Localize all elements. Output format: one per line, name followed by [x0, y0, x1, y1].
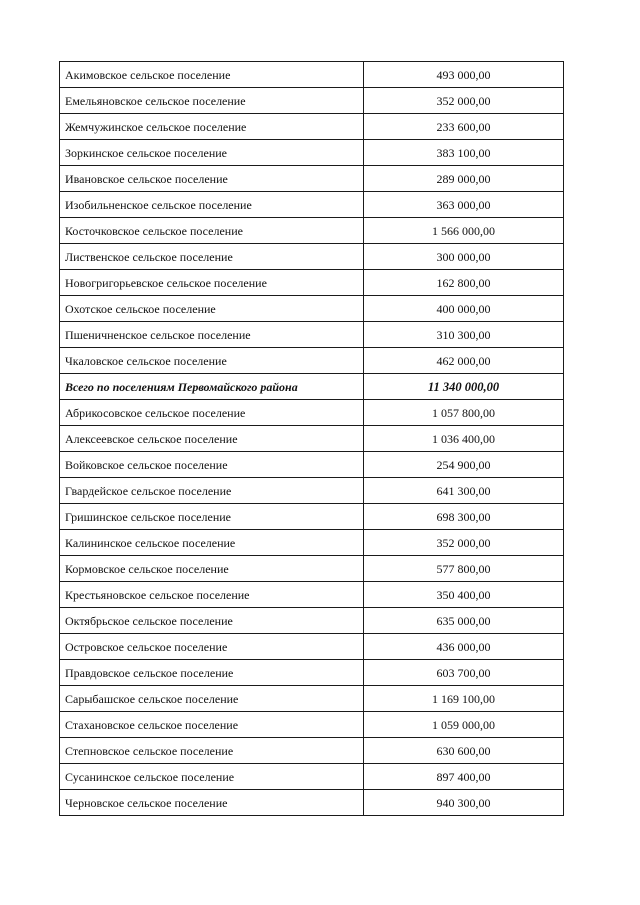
table-row — [60, 686, 564, 712]
table-row — [60, 582, 564, 608]
total-amount: 11 340 000,00 — [364, 374, 564, 400]
settlement-amount: 940 300,00 — [364, 790, 564, 816]
settlement-name: Степновское сельское поселение — [60, 738, 364, 764]
settlement-name: Ивановское сельское поселение — [60, 166, 364, 192]
table-row — [60, 426, 564, 452]
settlement-amount: 897 400,00 — [364, 764, 564, 790]
table-body — [60, 62, 564, 816]
settlement-amount: 400 000,00 — [364, 296, 564, 322]
table-row — [60, 296, 564, 322]
settlement-name: Правдовское сельское поселение — [60, 660, 364, 686]
settlement-amount: 1 169 100,00 — [364, 686, 564, 712]
table-row — [60, 114, 564, 140]
settlement-amount: 254 900,00 — [364, 452, 564, 478]
settlement-name: Черновское сельское поселение — [60, 790, 364, 816]
table-total-row — [60, 374, 564, 400]
table-row — [60, 712, 564, 738]
settlement-amount: 233 600,00 — [364, 114, 564, 140]
settlement-name: Алексеевское сельское поселение — [60, 426, 364, 452]
settlement-name: Кормовское сельское поселение — [60, 556, 364, 582]
settlement-amount: 310 300,00 — [364, 322, 564, 348]
table-row — [60, 400, 564, 426]
settlement-amount: 577 800,00 — [364, 556, 564, 582]
settlement-name: Островское сельское поселение — [60, 634, 364, 660]
settlement-amount: 300 000,00 — [364, 244, 564, 270]
settlement-name: Сусанинское сельское поселение — [60, 764, 364, 790]
settlements-budget-table — [59, 61, 564, 816]
settlement-amount: 436 000,00 — [364, 634, 564, 660]
table-row — [60, 140, 564, 166]
settlement-name: Акимовское сельское поселение — [60, 62, 364, 88]
settlement-amount: 698 300,00 — [364, 504, 564, 530]
settlement-name: Крестьяновское сельское поселение — [60, 582, 364, 608]
settlement-name: Зоркинское сельское поселение — [60, 140, 364, 166]
table-row — [60, 218, 564, 244]
settlement-amount: 352 000,00 — [364, 88, 564, 114]
table-row — [60, 348, 564, 374]
settlement-name: Лиственское сельское поселение — [60, 244, 364, 270]
table-row — [60, 192, 564, 218]
settlement-name: Емельяновское сельское поселение — [60, 88, 364, 114]
table-row — [60, 738, 564, 764]
table-row — [60, 452, 564, 478]
settlement-amount: 162 800,00 — [364, 270, 564, 296]
settlement-amount: 641 300,00 — [364, 478, 564, 504]
table-row — [60, 790, 564, 816]
settlement-name: Стахановское сельское поселение — [60, 712, 364, 738]
settlement-amount: 493 000,00 — [364, 62, 564, 88]
table-row — [60, 166, 564, 192]
table-row — [60, 244, 564, 270]
settlement-name: Пшеничненское сельское поселение — [60, 322, 364, 348]
settlement-name: Охотское сельское поселение — [60, 296, 364, 322]
table-row — [60, 530, 564, 556]
settlement-name: Сарыбашское сельское поселение — [60, 686, 364, 712]
settlement-amount: 352 000,00 — [364, 530, 564, 556]
settlement-amount: 1 057 800,00 — [364, 400, 564, 426]
table-row — [60, 634, 564, 660]
table-row — [60, 504, 564, 530]
settlement-name: Чкаловское сельское поселение — [60, 348, 364, 374]
settlement-name: Жемчужинское сельское поселение — [60, 114, 364, 140]
settlement-name: Октябрьское сельское поселение — [60, 608, 364, 634]
total-label: Всего по поселениям Первомайского района — [60, 374, 364, 400]
settlement-amount: 1 566 000,00 — [364, 218, 564, 244]
settlement-name: Изобильненское сельское поселение — [60, 192, 364, 218]
table-row — [60, 62, 564, 88]
settlement-amount: 350 400,00 — [364, 582, 564, 608]
table-row — [60, 660, 564, 686]
settlement-name: Гришинское сельское поселение — [60, 504, 364, 530]
settlement-amount: 383 100,00 — [364, 140, 564, 166]
table-row — [60, 322, 564, 348]
table-row — [60, 764, 564, 790]
settlement-name: Гвардейское сельское поселение — [60, 478, 364, 504]
settlement-amount: 603 700,00 — [364, 660, 564, 686]
settlement-name: Калининское сельское поселение — [60, 530, 364, 556]
table-row — [60, 88, 564, 114]
settlement-name: Косточковское сельское поселение — [60, 218, 364, 244]
settlement-amount: 635 000,00 — [364, 608, 564, 634]
settlement-amount: 630 600,00 — [364, 738, 564, 764]
settlement-name: Войковское сельское поселение — [60, 452, 364, 478]
settlement-amount: 1 036 400,00 — [364, 426, 564, 452]
settlement-amount: 1 059 000,00 — [364, 712, 564, 738]
settlement-amount: 289 000,00 — [364, 166, 564, 192]
table-row — [60, 608, 564, 634]
settlement-amount: 462 000,00 — [364, 348, 564, 374]
table-row — [60, 270, 564, 296]
table-row — [60, 556, 564, 582]
settlement-amount: 363 000,00 — [364, 192, 564, 218]
settlement-name: Новогригорьевское сельское поселение — [60, 270, 364, 296]
table-row — [60, 478, 564, 504]
settlement-name: Абрикосовское сельское поселение — [60, 400, 364, 426]
